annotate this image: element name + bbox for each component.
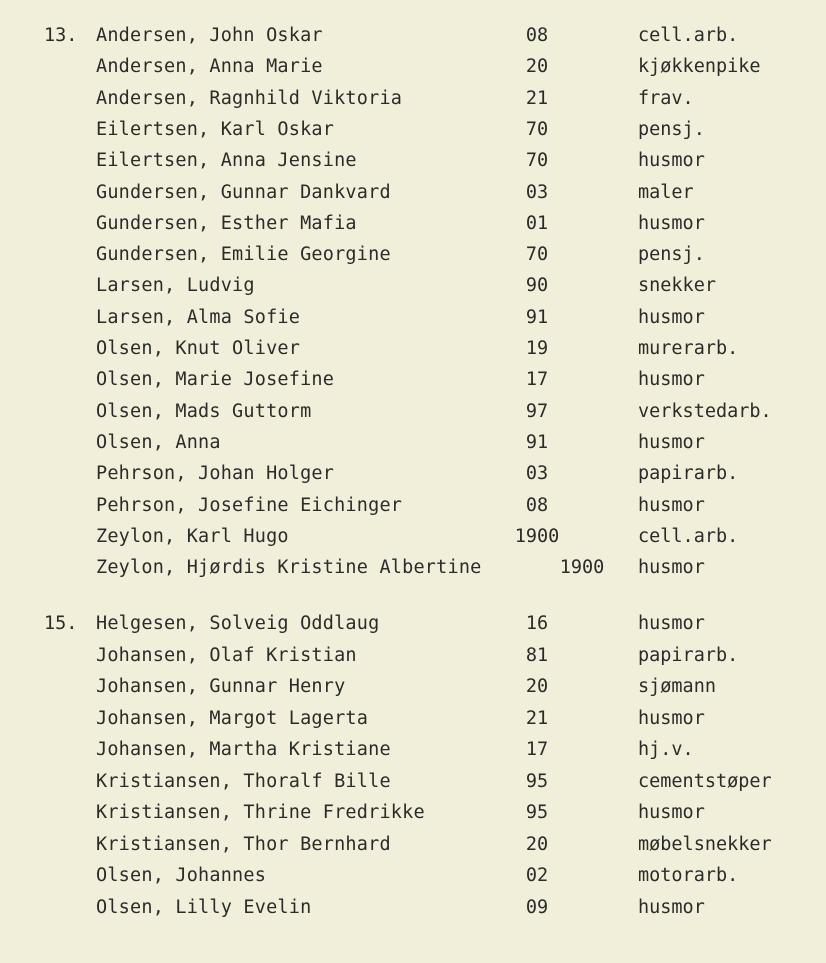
register-row [0, 894, 826, 922]
birth-year: 1900 [514, 525, 560, 547]
birth-year: 03 [525, 181, 549, 203]
occupation: verkstedarb. [638, 400, 772, 422]
occupation: husmor [638, 802, 705, 823]
birth-year: 20 [525, 56, 549, 78]
person-name: Pehrson, Josefine Eichinger [96, 494, 403, 516]
birth-year: 21 [525, 707, 549, 729]
person-name: Zeylon, Karl Hugo [96, 525, 289, 547]
person-name: Gundersen, Esther Mafia [96, 212, 357, 234]
birth-year: 17 [525, 739, 549, 760]
register-row [0, 22, 826, 50]
person-name: Olsen, Lilly Evelin [96, 896, 312, 918]
occupation: husmor [638, 369, 705, 391]
occupation: husmor [638, 431, 705, 453]
birth-year: 95 [525, 770, 549, 792]
register-row [0, 831, 826, 859]
occupation: husmor [638, 306, 705, 328]
occupation: kjøkkenpike [638, 56, 761, 78]
occupation: frav. [638, 87, 694, 109]
occupation: husmor [638, 150, 705, 172]
occupation: cell.arb. [638, 525, 739, 547]
occupation: papirarb. [638, 644, 739, 666]
occupation: maler [638, 181, 694, 203]
register-row [0, 398, 826, 426]
person-name: Kristiansen, Thoralf Bille [96, 770, 391, 792]
person-name: Johansen, Martha Kristiane [96, 739, 391, 760]
occupation: møbelsnekker [638, 833, 772, 855]
birth-year: 02 [525, 865, 549, 886]
person-name: Kristiansen, Thor Bernhard [96, 833, 391, 855]
register-row [0, 272, 826, 300]
birth-year: 81 [525, 644, 549, 666]
occupation: husmor [638, 557, 705, 579]
person-name: Larsen, Alma Sofie [96, 306, 301, 328]
register-row [0, 523, 826, 551]
birth-year: 21 [525, 87, 549, 109]
register-row [0, 705, 826, 733]
group-number: 13. [44, 25, 78, 46]
birth-year: 97 [525, 400, 549, 422]
register-row [0, 335, 826, 363]
occupation: pensj. [638, 118, 705, 140]
register-row [0, 116, 826, 144]
group-number: 15. [44, 613, 78, 634]
occupation: cementstøper [638, 770, 772, 792]
register-row [0, 862, 826, 890]
person-name: Johansen, Gunnar Henry [96, 676, 346, 697]
occupation: husmor [638, 896, 705, 918]
birth-year: 1900 [559, 557, 605, 579]
birth-year: 91 [525, 431, 549, 453]
person-name: Olsen, Mads Guttorm [96, 400, 312, 422]
birth-year: 19 [525, 338, 549, 359]
register-row [0, 673, 826, 701]
person-name: Larsen, Ludvig [96, 275, 255, 297]
birth-year: 91 [525, 306, 549, 328]
person-name: Helgesen, Solveig Oddlaug [96, 613, 380, 634]
birth-year: 70 [525, 150, 549, 172]
register-row [0, 799, 826, 827]
person-name: Andersen, John Oskar [96, 25, 323, 46]
birth-year: 08 [525, 494, 549, 516]
person-name: Olsen, Johannes [96, 865, 267, 886]
occupation: murerarb. [638, 338, 739, 359]
person-name: Gundersen, Gunnar Dankvard [96, 181, 391, 203]
person-name: Kristiansen, Thrine Fredrikke [96, 802, 425, 823]
register-row [0, 642, 826, 670]
person-name: Olsen, Knut Oliver [96, 338, 301, 359]
occupation: husmor [638, 494, 705, 516]
occupation: sjømann [638, 676, 716, 697]
register-row [0, 85, 826, 113]
person-name: Olsen, Marie Josefine [96, 369, 335, 391]
birth-year: 08 [525, 25, 549, 46]
occupation: husmor [638, 212, 705, 234]
birth-year: 03 [525, 463, 549, 485]
register-row [0, 147, 826, 175]
birth-year: 01 [525, 212, 549, 234]
person-name: Zeylon, Hjørdis Kristine Albertine [96, 557, 482, 579]
occupation: husmor [638, 613, 705, 634]
occupation: hj.v. [638, 739, 694, 760]
person-name: Gundersen, Emilie Georgine [96, 244, 391, 266]
register-row [0, 768, 826, 796]
person-name: Johansen, Olaf Kristian [96, 644, 357, 666]
occupation: cell.arb. [638, 25, 739, 46]
register-row [0, 492, 826, 520]
register-row [0, 429, 826, 457]
occupation: motorarb. [638, 865, 739, 886]
register-row [0, 554, 826, 582]
birth-year: 70 [525, 244, 549, 266]
register-row [0, 53, 826, 81]
register-row [0, 460, 826, 488]
person-name: Olsen, Anna [96, 431, 221, 453]
birth-year: 90 [525, 275, 549, 297]
birth-year: 09 [525, 896, 549, 918]
occupation: papirarb. [638, 463, 739, 485]
person-name: Pehrson, Johan Holger [96, 463, 335, 485]
register-row [0, 304, 826, 332]
person-name: Eilertsen, Karl Oskar [96, 118, 335, 140]
birth-year: 70 [525, 118, 549, 140]
register-row [0, 179, 826, 207]
birth-year: 16 [525, 613, 549, 634]
register-row [0, 736, 826, 764]
birth-year: 20 [525, 833, 549, 855]
person-name: Andersen, Anna Marie [96, 56, 323, 78]
occupation: pensj. [638, 244, 705, 266]
birth-year: 95 [525, 802, 549, 823]
register-row [0, 210, 826, 238]
occupation: husmor [638, 707, 705, 729]
register-row [0, 241, 826, 269]
person-name: Eilertsen, Anna Jensine [96, 150, 357, 172]
register-row [0, 366, 826, 394]
person-name: Johansen, Margot Lagerta [96, 707, 369, 729]
person-name: Andersen, Ragnhild Viktoria [96, 87, 403, 109]
birth-year: 17 [525, 369, 549, 391]
birth-year: 20 [525, 676, 549, 697]
register-row [0, 610, 826, 638]
occupation: snekker [638, 275, 716, 297]
